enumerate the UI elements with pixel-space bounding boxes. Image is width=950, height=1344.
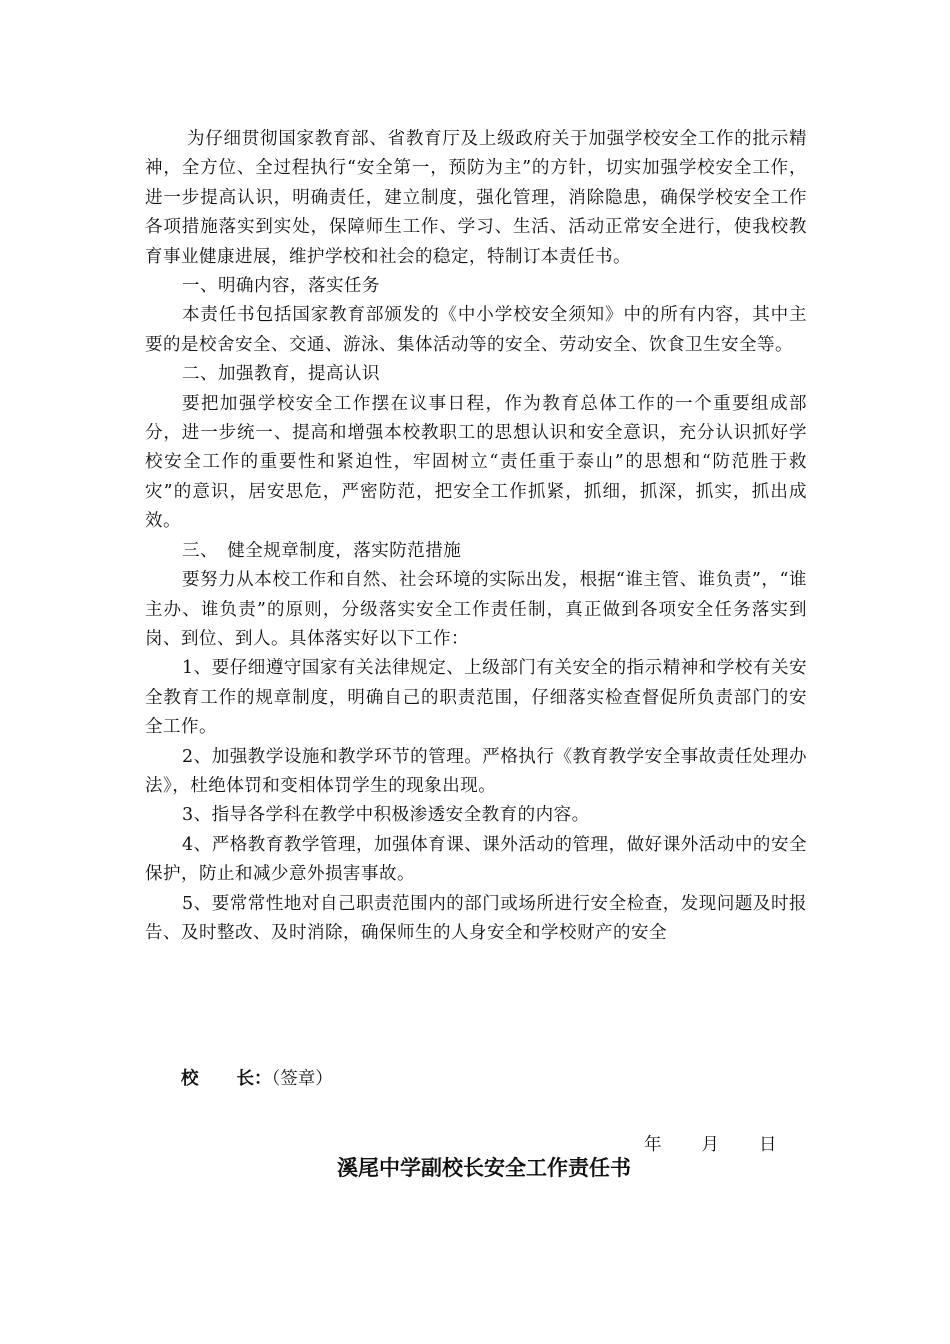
document-body xyxy=(145,125,807,948)
intro-paragraph: 为仔细贯彻国家教育部、省教育厅及上级政府关于加强学校安全工作的批示精神，全方位、全过程执行“安全第一，预防为主”的方针，切实加强学校安全工作，进一步提高认识，明确责任，建立制度，强化管理，消除隐患，确保学校安全工作各项措施落实到实处，保障师生工作、学习、生活、活动正常安全进行，使我校教育事业健康进展，维护学校和社会的稳定，特制订本责任书。 xyxy=(145,129,807,267)
signer-role-part-2: 长： xyxy=(236,1069,272,1089)
signer-role-part-1: 校 xyxy=(181,1069,199,1089)
list-item-5: 5、要常常性地对自己职责范围内的部门或场所进行安全检查，发现问题及时报告、及时整改、及时消除，确保师生的人身安全和学校财产的安全 xyxy=(145,893,807,943)
list-item-1: 1、要仔细遵守国家有关法律规定、上级部门有关安全的指示精神和学校有关安全教育工作的规章制度，明确自己的职责范围，仔细落实检查督促所负责部门的安全工作。 xyxy=(145,658,807,738)
month-label: 月 xyxy=(701,1135,719,1155)
document-title: 溪尾中学副校长安全工作责任书 xyxy=(337,1155,631,1180)
day-label: 日 xyxy=(759,1135,777,1155)
section-heading-2: 二、加强教育，提高认识 xyxy=(182,364,380,385)
section-2-paragraph: 要把加强学校安全工作摆在议事日程，作为教育总体工作的一个重要组成部分，进一步统一、提高和增强本校教职工的思想认识和安全意识，充分认识抓好学校安全工作的重要性和紧迫性，牢固树立“责任重于泰山”的思想和“防范胜于救灾”的意识，居安思危，严密防范，把安全工作抓紧，抓细，抓深，抓实，抓出成效。 xyxy=(145,393,807,532)
section-heading-3: 三、 健全规章制度，落实防范措施 xyxy=(182,540,462,561)
list-item-4: 4、严格教育教学管理，加强体育课、课外活动的管理，做好课外活动中的安全保护，防止和减少意外损害事故。 xyxy=(145,834,807,885)
section-3-paragraph: 要努力从本校工作和自然、社会环境的实际出发，根据“谁主管、谁负责”，“谁主办、谁负责”的原则，分级落实安全工作责任制，真正做到各项安全任务落实到岗、到位、到人。具体落实好以下工作： xyxy=(145,570,807,649)
section-1-paragraph: 本责任书包括国家教育部颁发的《中小学校安全须知》中的所有内容，其中主要的是校舍安全、交通、游泳、集体活动等的安全、劳动安全、饮食卫生安全等。 xyxy=(145,305,807,355)
signature-line xyxy=(181,1067,333,1091)
year-label: 年 xyxy=(644,1135,662,1155)
date-line xyxy=(644,1133,777,1157)
list-item-2: 2、加强教学设施和教学环节的管理。严格执行《教育教学安全事故责任处理办法》，杜绝体罚和变相体罚学生的现象出现。 xyxy=(145,746,807,796)
list-item-3: 3、指导各学科在教学中积极渗透安全教育的内容。 xyxy=(182,805,590,826)
section-heading-1: 一、明确内容，落实任务 xyxy=(182,276,380,297)
signature-note: （签章） xyxy=(271,1069,333,1089)
signer-role xyxy=(181,1069,272,1089)
